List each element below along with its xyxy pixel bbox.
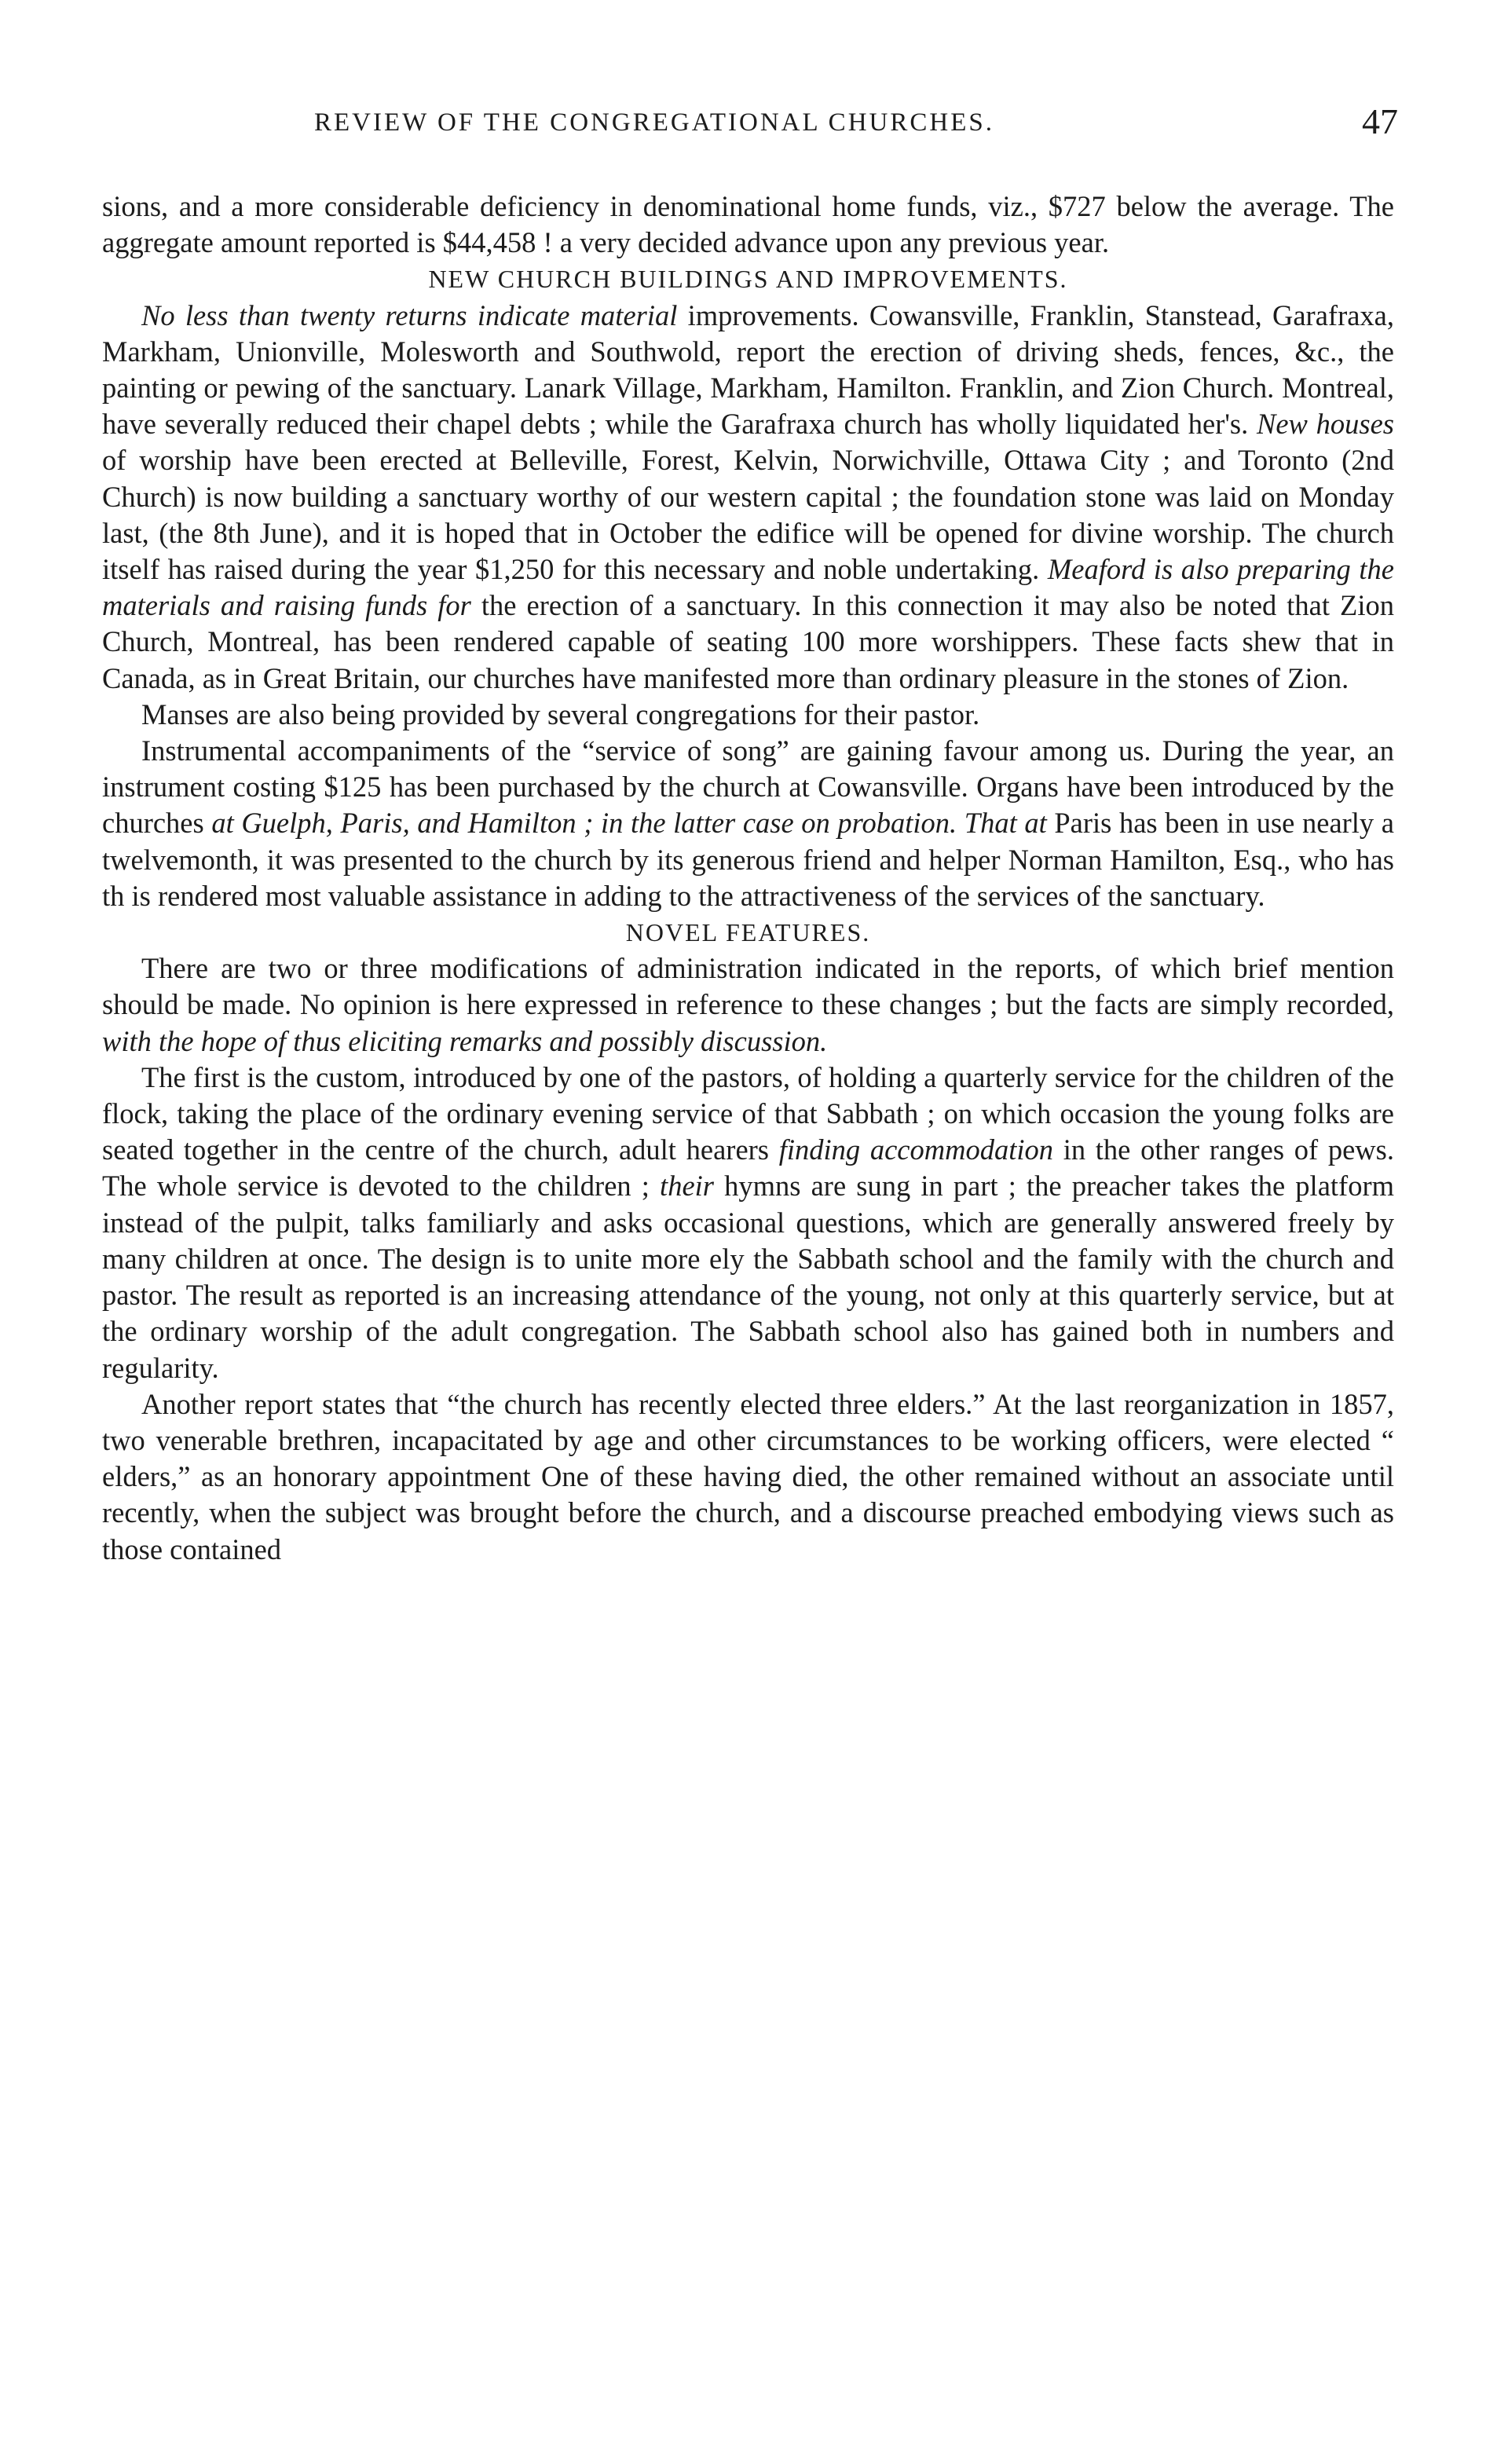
paragraph-continued <box>102 189 1394 261</box>
paragraph-text: of worship have been erected at Belleville, Forest, Kelvin, Norwichville, Ottawa City ; and Toronto (2nd Church) is now building a sanctuary worthy of our western capital ; the foundation stone was laid on Monday last, (the 8th June), and it is hoped that in October the edifice will be opened for divine worship. The church itself has raised during the year $1,250 for this necessary and noble undertaking. <box>102 444 1394 586</box>
italic-text: New houses <box>1257 408 1394 441</box>
paragraph-text: Manses are also being provided by several congregations for their pastor. <box>141 697 980 730</box>
running-head <box>102 101 1398 148</box>
italic-text: their <box>660 1170 714 1203</box>
italic-text: at Guelph, Paris, and Hamilton ; in the latter case on probation. That at <box>211 807 1047 840</box>
paragraph-text: sions, and a more considerable deficiency in denominational home funds, viz., $727 below the average. The aggregate amount reported is $44,458 ! a very decided advance upon any previous year. <box>102 190 1394 259</box>
page-number: 47 <box>1362 101 1398 141</box>
paragraph-elders <box>102 1386 1394 1568</box>
paragraph-manses <box>102 697 1394 733</box>
paragraph-quarterly-service <box>102 1060 1394 1386</box>
paragraph-text: Paris has been in use nearly a twelvemonth, it was presented to the church by its generous friend and helper Norman Hamilton, Esq., who has th is rendered most valuable assistance in adding to the attractiveness of the services of the sanctuary. <box>102 807 1394 912</box>
paragraph-instrumental <box>102 733 1394 914</box>
paragraph-text: Another report states that “the church has recently elected three elders.” At the last reorganization in 1857, two venerable brethren, incapacitated by age and other circumstances to be working officers, were elected “ elders,” as an honorary appointment One of these having died, the other remained without an associate until recently, when the subject was brought before the church, and a discourse preached embodying views such as those contained <box>102 1387 1394 1565</box>
paragraph-text: The first is the custom, introduced by one of the pastors, of holding a quarterly service for the children of the flock, taking the place of the ordinary evening service of that Sabbath ; on which occasion the young folks are seated together in the centre of the church, adult hearers <box>102 1060 1394 1166</box>
italic-text: Meaford is also preparing the materials and raising funds for <box>102 553 1394 622</box>
section-heading-novel-features: NOVEL FEATURES. <box>625 918 871 947</box>
body-text <box>102 189 1394 1568</box>
italic-text: finding accommodation <box>778 1133 1053 1166</box>
paragraph-text: hymns are sung in part ; the preacher takes the platform instead of the pulpit, talks familiarly and asks occasional questions, which are generally answered freely by many children at once. The design is to unite more ely the Sabbath school and the family with the church and pastor. The result as reported is an increasing attendance of the young, not only at this quarterly service, but at the ordinary worship of the adult congregation. The Sabbath school also has gained both in numbers and regularity. <box>102 1170 1394 1384</box>
paragraph-text: improvements. Cowansville, Franklin, Stanstead, Garafraxa, Markham, Unionville, Molesworth and Southwold, report the erection of driving sheds, fences, &c., the painting or pewing of the sanctuary. Lanark Village, Markham, Hamilton. Franklin, and Zion Church. Montreal, have severally reduced their chapel debts ; while the Garafraxa church has wholly liquidated her's. <box>102 298 1394 441</box>
running-title: REVIEW OF THE CONGREGATIONAL CHURCHES. <box>314 108 994 137</box>
paragraph-improvements <box>102 298 1394 697</box>
paragraph-text: in the other ranges of pews. The whole service is devoted to the children ; <box>102 1133 1394 1203</box>
italic-text: with the hope of thus eliciting remarks and possibly discussion. <box>102 1024 828 1057</box>
italic-text: No less than twenty returns indicate <box>141 298 580 331</box>
section-heading-new-buildings: NEW CHURCH BUILDINGS AND IMPROVEMENTS. <box>428 265 1068 294</box>
paragraph-modifications <box>102 950 1394 1060</box>
paragraph-text: There are two or three modifications of administration indicated in the reports, of which brief mention should be made. No opinion is here expressed in reference to these changes ; but the facts are simply recorded, <box>102 952 1394 1021</box>
paragraph-text: the erection of a sanctuary. In this connection it may also be noted that Zion Church, Montreal, has been rendered capable of seating 100 more worshippers. These facts shew that in Canada, as in Great Britain, our churches have manifested more than ordinary pleasure in the stones of Zion. <box>102 589 1394 694</box>
paragraph-text: Instrumental accompaniments of the “service of song” are gaining favour among us. During the year, an instrument costing $125 has been purchased by the church at Cowansville. Organs have been introduced by the churches <box>102 734 1394 840</box>
italic-text: material <box>580 298 678 331</box>
